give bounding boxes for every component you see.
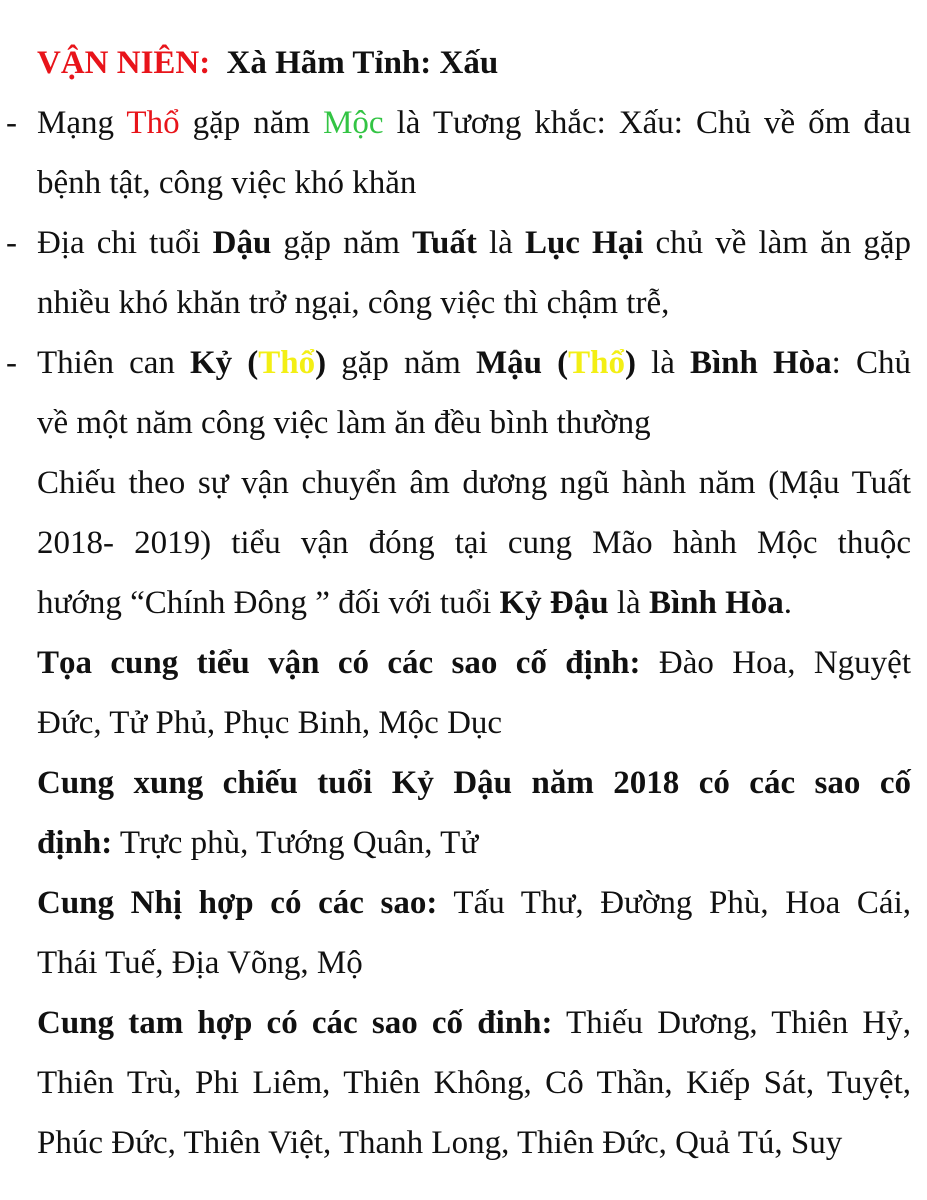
- toa-line-1: Tọa cung tiểu vận có các sao cố định: Đào Hoa, Nguyệt: [37, 645, 911, 681]
- bullet-3-line-2: về một năm công việc làm ăn đều bình thường: [37, 405, 651, 441]
- toa-line-2: Đức, Tử Phủ, Phục Binh, Mộc Dục: [37, 705, 503, 741]
- bullet-1: [6, 93, 911, 213]
- tam-line-1: Cung tam hợp có các sao cố đinh: Thiếu Dương, Thiên Hỷ,: [37, 1005, 911, 1041]
- nhi-line-2: Thái Tuế, Địa Võng, Mộ: [37, 945, 363, 981]
- paragraph-line-2: 2018- 2019) tiểu vận đóng tại cung Mão hành Mộc thuộc: [37, 525, 911, 561]
- paragraph-chieu: [37, 453, 911, 633]
- section-cung-xung-chieu: [37, 753, 911, 873]
- section-toa-cung: [37, 633, 911, 753]
- bullet-2-line-2: nhiều khó khăn trở ngại, công việc thì chậm trễ,: [37, 285, 670, 321]
- xung-line-1: Cung xung chiếu tuổi Kỷ Dậu năm 2018 có các sao cố: [37, 765, 911, 801]
- bullet-dash: -: [6, 105, 17, 141]
- bullet-1-line-1: Mạng Thổ gặp năm Mộc là Tương khắc: Xấu: Chủ về ốm đau: [37, 105, 911, 141]
- section-cung-nhi-hop: [37, 873, 911, 993]
- section-cung-tam-hop: [37, 993, 911, 1173]
- tam-line-3: Phúc Đức, Thiên Việt, Thanh Long, Thiên Đức, Quả Tú, Suy: [37, 1125, 843, 1161]
- nhi-line-1: Cung Nhị hợp có các sao: Tấu Thư, Đường Phù, Hoa Cái,: [37, 885, 911, 921]
- bullet-2: [6, 213, 911, 333]
- tam-line-2: Thiên Trù, Phi Liêm, Thiên Không, Cô Thần, Kiếp Sát, Tuyệt,: [37, 1065, 911, 1101]
- bullet-dash: -: [6, 345, 17, 381]
- bullet-2-line-1: Địa chi tuổi Dậu gặp năm Tuất là Lục Hại chủ về làm ăn gặp: [37, 225, 911, 261]
- paragraph-line-3: hướng “Chính Đông ” đối với tuổi Kỷ Đậu là Bình Hòa.: [37, 585, 793, 621]
- heading-value: Xà Hãm Tỉnh: Xấu: [226, 45, 499, 81]
- heading: [37, 33, 911, 93]
- bullet-dash: -: [6, 225, 17, 261]
- heading-label: VẬN NIÊN:: [37, 45, 211, 81]
- paragraph-line-1: Chiếu theo sự vận chuyển âm dương ngũ hành năm (Mậu Tuất: [37, 465, 911, 501]
- bullet-3: [6, 333, 911, 453]
- xung-line-2: định: Trực phù, Tướng Quân, Tử: [37, 825, 479, 861]
- bullet-1-line-2: bệnh tật, công việc khó khăn: [37, 165, 417, 201]
- bullet-3-line-1: Thiên can Kỷ (Thổ) gặp năm Mậu (Thổ) là Bình Hòa: Chủ: [37, 345, 911, 381]
